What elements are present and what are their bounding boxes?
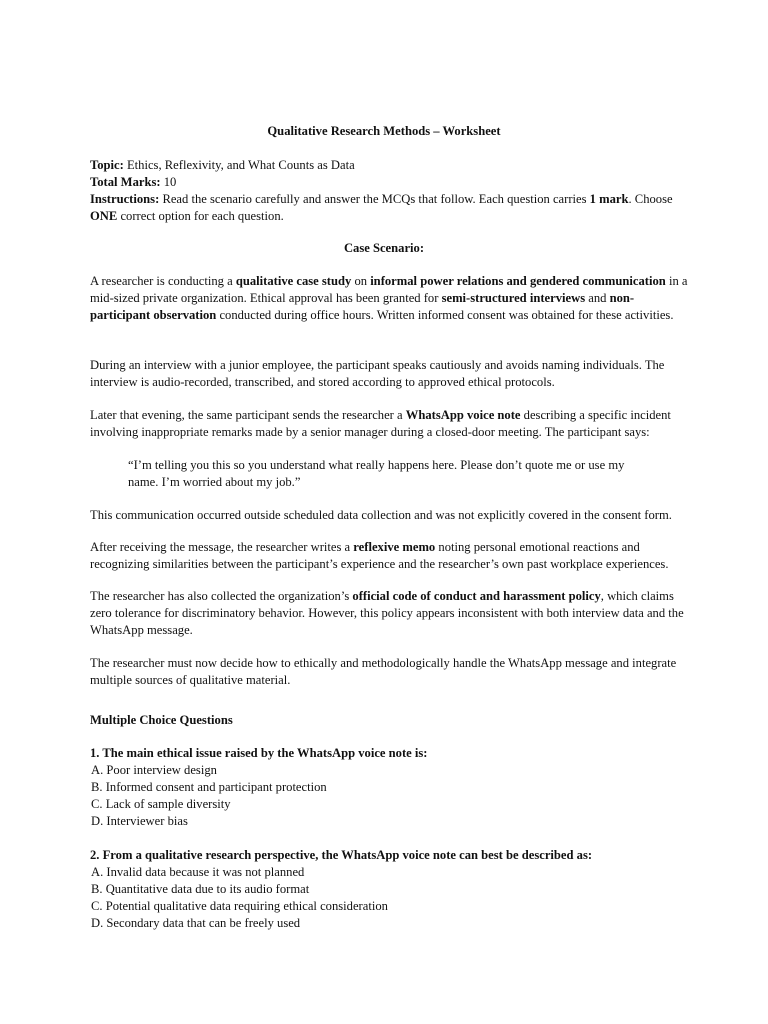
question-2 [90, 847, 690, 932]
paragraph-emphasis: qualitative case study [235, 274, 352, 288]
question-stem: 2. From a qualitative research perspective, the WhatsApp voice note can best be described as: [90, 848, 593, 862]
scenario-paragraph-2: During an interview with a junior employee, the participant speaks cautiously and avoids naming individuals. The interview is audio-recorded, transcribed, and stored according to approved ethical protocols. [90, 358, 665, 389]
case-scenario-heading: Case Scenario: [343, 241, 425, 255]
paragraph-text: After receiving the message, the researcher writes a [90, 540, 351, 554]
topic-label: Topic: [90, 158, 124, 172]
paragraph-emphasis: semi-structured interviews [441, 291, 586, 305]
instructions-text: . Choose [628, 192, 673, 206]
paragraph-text: and [588, 291, 607, 305]
instructions-text: Read the scenario carefully and answer the MCQs that follow. Each question carries [162, 192, 587, 206]
paragraph-emphasis: informal power relations and gendered communication [370, 274, 666, 288]
option-a[interactable]: A. Invalid data because it was not planned [91, 865, 305, 879]
scenario-paragraph-3 [90, 407, 690, 441]
worksheet-meta [90, 157, 690, 225]
paragraph-text: The researcher has also collected the organization’s [90, 589, 350, 603]
option-b[interactable]: B. Informed consent and participant protection [91, 780, 327, 794]
option-d[interactable]: D. Interviewer bias [91, 814, 188, 828]
option-list [90, 762, 690, 830]
paragraph-text: , which claims zero tolerance for discriminatory behavior. However, this policy appears inconsistent with both interview data and the WhatsApp message. [90, 589, 684, 637]
scenario-paragraph-4: This communication occurred outside scheduled data collection and was not explicitly covered in the consent form. [90, 508, 672, 522]
instructions-text: correct option for each question. [120, 209, 284, 223]
paragraph-text: conducted during office hours. Written informed consent was obtained for these activities. [219, 308, 674, 322]
instructions-label: Instructions: [90, 192, 160, 206]
topic-line [90, 157, 690, 174]
option-c[interactable]: C. Lack of sample diversity [91, 797, 231, 811]
paragraph-emphasis: WhatsApp voice note [405, 408, 521, 422]
participant-quote: “I’m telling you this so you understand what really happens here. Please don’t quote me or use my name. I’m worried about my job.” [128, 458, 625, 489]
paragraph-text: Later that evening, the same participant sends the researcher a [90, 408, 403, 422]
instructions-line [90, 191, 690, 225]
paragraph-text: A researcher is conducting a [90, 274, 233, 288]
total-marks-label: Total Marks: [90, 175, 161, 189]
total-marks-line [90, 174, 690, 191]
scenario-paragraph-1 [90, 273, 690, 324]
scenario-paragraph-6 [90, 588, 690, 639]
paragraph-text: noting personal emotional reactions and recognizing similarities between the participant’s experience and the researcher’s own past workplace experiences. [90, 540, 669, 571]
paragraph-text: describing a specific incident involving inappropriate remarks made by a senior manager during a closed-door meeting. The participant says: [90, 408, 671, 439]
total-marks-value: 10 [163, 175, 177, 189]
scenario-paragraph-7: The researcher must now decide how to ethically and methodologically handle the WhatsApp message and integrate multiple sources of qualitative material. [90, 656, 677, 687]
instructions-emphasis: 1 mark [589, 192, 629, 206]
page-title: Qualitative Research Methods – Worksheet [267, 124, 501, 138]
option-c[interactable]: C. Potential qualitative data requiring ethical consideration [91, 899, 388, 913]
paragraph-emphasis: official code of conduct and harassment policy [352, 589, 601, 603]
option-a[interactable]: A. Poor interview design [91, 763, 217, 777]
question-1 [90, 745, 690, 830]
option-d[interactable]: D. Secondary data that can be freely used [91, 916, 301, 930]
paragraph-emphasis: reflexive memo [353, 540, 436, 554]
instructions-emphasis: ONE [90, 209, 118, 223]
option-b[interactable]: B. Quantitative data due to its audio format [91, 882, 310, 896]
paragraph-emphasis: non-participant observation [90, 291, 635, 322]
paragraph-text: on [354, 274, 368, 288]
paragraph-text: in a mid-sized private organization. Ethical approval has been granted for [90, 274, 688, 305]
option-list [90, 864, 690, 932]
question-stem: 1. The main ethical issue raised by the WhatsApp voice note is: [90, 746, 428, 760]
topic-value: Ethics, Reflexivity, and What Counts as Data [126, 158, 355, 172]
mcq-heading: Multiple Choice Questions [90, 713, 233, 727]
scenario-paragraph-5 [90, 539, 690, 573]
